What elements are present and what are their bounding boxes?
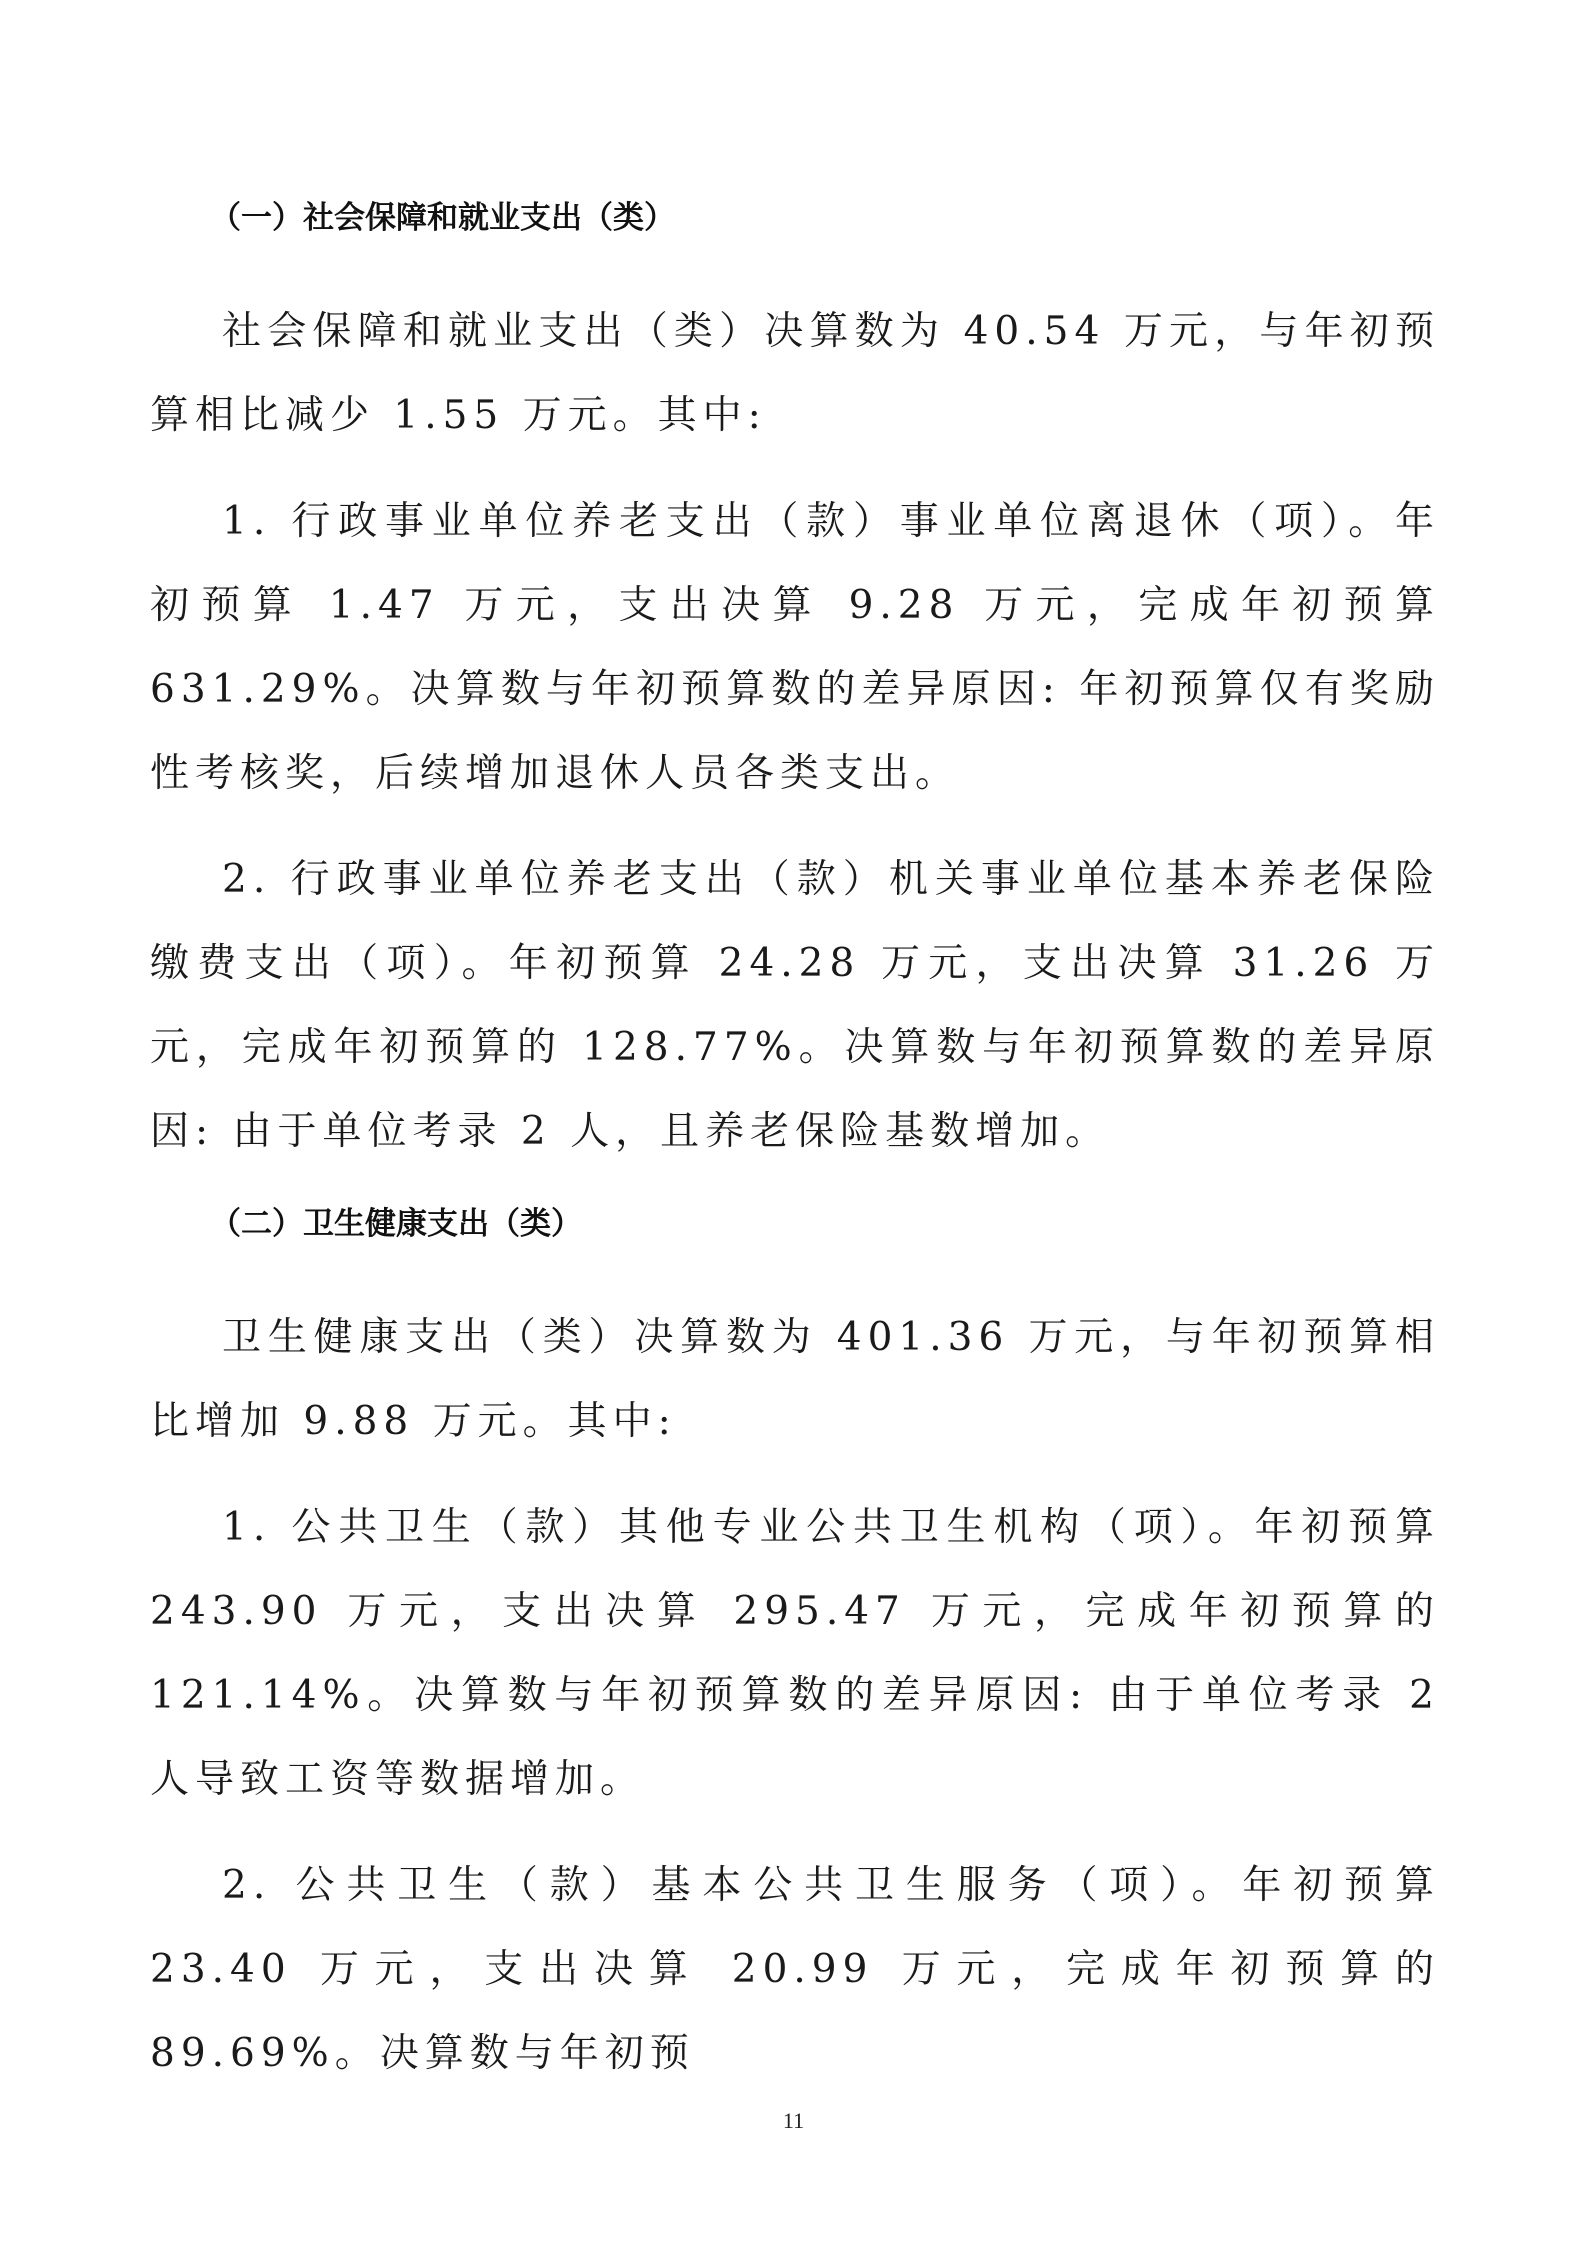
paragraph-pension-insurance-expense: 2. 行政事业单位养老支出（款）机关事业单位基本养老保险缴费支出（项）。年初预算 24.28 万元，支出决算 31.26 万元，完成年初预算的 128.77%。决算数与年初预算数的差异原因: 由于单位考录 2 人，且养老保险基数增加。 [150,857,1440,1154]
paragraph-basic-public-health-services: 2. 公共卫生（款）基本公共卫生服务（项）。年初预算 23.40 万元，支出决算 20.99 万元，完成年初预算的 89.69%。决算数与年初预 [150,1863,1440,2076]
paragraph-public-health-institutions: 1. 公共卫生（款）其他专业公共卫生机构（项）。年初预算 243.90 万元，支出决算 295.47 万元，完成年初预算的 121.14%。决算数与年初预算数的差异原因: 由于单位考录 2 人导致工资等数据增加。 [150,1505,1440,1802]
paragraph-health-summary: 卫生健康支出（类）决算数为 401.36 万元，与年初预算相比增加 9.88 万元。其中: [150,1315,1440,1444]
page-number: 11 [782,2108,805,2133]
paragraph-social-security-summary: 社会保障和就业支出（类）决算数为 40.54 万元，与年初预算相比减少 1.55 万元。其中: [150,309,1440,438]
section-heading-social-security: （一）社会保障和就业支出（类） [210,200,675,236]
section-heading-health: （二）卫生健康支出（类） [210,1206,582,1242]
page-content [150,196,1440,2096]
paragraph-retirement-expense: 1. 行政事业单位养老支出（款）事业单位离退休（项）。年初预算 1.47 万元，支出决算 9.28 万元，完成年初预算 631.29%。决算数与年初预算数的差异原因: 年初预算仅有奖励性考核奖，后续增加退休人员各类支出。 [150,499,1440,796]
